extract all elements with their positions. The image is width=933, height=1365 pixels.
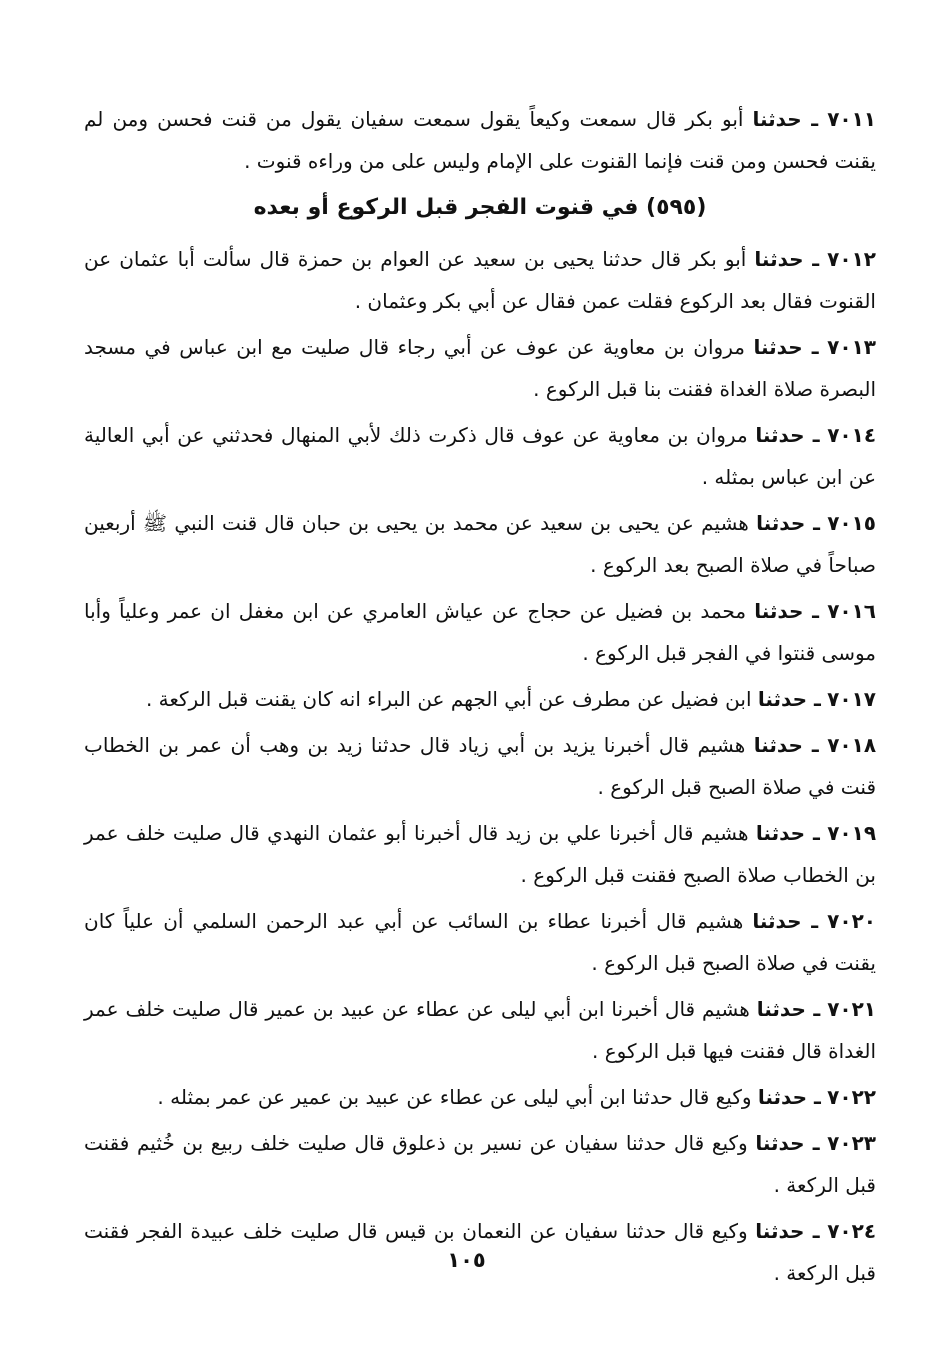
hadith-paragraph [84, 590, 876, 674]
hadith-text: هشيم قال أخبرنا ابن أبي ليلى عن عطاء عن عبيد بن عمير قال صليت خلف عمر الغداة قال فقنت فيها قبل الركوع . [84, 997, 876, 1063]
hadith-lead: ـ حدثنا [754, 599, 819, 623]
hadith-number: ٧٠١٩ [827, 821, 877, 845]
hadith-number: ٧٠١٥ [827, 511, 877, 535]
hadith-text: هشيم قال أخبرنا علي بن زيد قال أخبرنا أبو عثمان النهدي قال صليت خلف عمر بن الخطاب صلاة الصبح فقنت قبل الركوع . [84, 821, 876, 887]
hadith-number: ٧٠١١ [827, 107, 877, 131]
hadith-text: محمد بن فضيل عن حجاج عن عياش العامري عن ابن مغفل ان عمر وعلياً وأبا موسى قنتوا في الفجر قبل الركوع . [84, 599, 876, 665]
hadith-text: هشيم عن يحيى بن سعيد عن محمد بن يحيى بن حبان قال قنت النبي ﷺ أربعين صباحاً في صلاة الصبح بعد الركوع . [84, 511, 876, 577]
hadith-text: وكيع قال حدثنا سفيان عن النعمان بن قيس قال صليت خلف عبيدة الفجر فقنت قبل الركعة . [84, 1219, 876, 1285]
hadith-paragraph [84, 1122, 876, 1206]
hadith-number: ٧٠٢٠ [827, 909, 876, 933]
hadith-text: أبو بكر قال سمعت وكيعاً يقول سمعت سفيان يقول من قنت فحسن ومن لم يقنت فحسن ومن قنت فإنما القنوت على الإمام وليس على من وراءه قنوت . [84, 107, 876, 173]
hadith-number: ٧٠١٣ [827, 335, 876, 359]
hadith-paragraph [84, 98, 876, 182]
hadith-lead: ـ حدثنا [756, 511, 820, 535]
page-body [84, 98, 876, 1298]
hadith-lead: ـ حدثنا [752, 107, 819, 131]
hadith-lead: ـ حدثنا [757, 687, 821, 711]
hadith-paragraph [84, 678, 876, 720]
hadith-paragraph [84, 724, 876, 808]
hadith-number: ٧٠٢٤ [827, 1219, 877, 1243]
hadith-text: مروان بن معاوية عن عوف قال ذكرت ذلك لأبي المنهال فحدثني عن أبي العالية عن ابن عباس بمثله . [84, 423, 876, 489]
hadith-number: ٧٠١٤ [827, 423, 877, 447]
hadith-lead: ـ حدثنا [755, 1131, 820, 1155]
hadith-number: ٧٠١٨ [827, 733, 877, 757]
hadith-paragraph [84, 414, 876, 498]
hadith-paragraph [84, 812, 876, 896]
hadith-number: ٧٠١٦ [827, 599, 877, 623]
hadith-number: ٧٠٢٣ [827, 1131, 876, 1155]
hadith-lead: ـ حدثنا [756, 997, 821, 1021]
hadith-paragraph [84, 502, 876, 586]
hadith-text: ابن فضيل عن مطرف عن أبي الجهم عن البراء انه كان يقنت قبل الركعة . [145, 687, 752, 711]
hadith-number: ٧٠١٧ [827, 687, 876, 711]
hadith-paragraph [84, 900, 876, 984]
hadith-number: ٧٠١٢ [827, 247, 876, 271]
hadith-lead: ـ حدثنا [752, 909, 819, 933]
hadith-lead: ـ حدثنا [755, 423, 820, 447]
hadith-paragraph [84, 238, 876, 322]
hadith-lead: ـ حدثنا [755, 1219, 820, 1243]
hadith-text: وكيع قال حدثنا ابن أبي ليلى عن عطاء عن عبيد بن عمير عن عمر بمثله . [157, 1085, 752, 1109]
hadith-lead: ـ حدثنا [757, 1085, 821, 1109]
hadith-lead: ـ حدثنا [755, 821, 820, 845]
hadith-text: مروان بن معاوية عن عوف عن أبي رجاء قال صليت مع ابن عباس في مسجد البصرة صلاة الغداة فقنت بنا قبل الركوع . [84, 335, 876, 401]
chapter-heading: (٥٩٥) في قنوت الفجر قبل الركوع أو بعده [253, 195, 707, 220]
hadith-text: هشيم قال أخبرنا يزيد بن أبي زياد قال حدثنا زيد بن وهب أن عمر بن الخطاب قنت في صلاة الصبح قبل الركوع . [84, 733, 876, 799]
hadith-lead: ـ حدثنا [753, 335, 819, 359]
hadith-lead: ـ حدثنا [754, 247, 820, 271]
hadith-text: أبو بكر قال حدثنا يحيى بن سعيد عن العوام بن حمزة قال سألت أبا عثمان عن القنوت فقال بعد الركوع فقلت عمن فقال عن أبي بكر وعثمان . [84, 247, 876, 313]
hadith-text: وكيع قال حدثنا سفيان عن نسير بن ذعلوق قال صليت خلف ربيع بن خُثيم فقنت قبل الركعة . [84, 1131, 876, 1197]
hadith-paragraph [84, 988, 876, 1072]
hadith-number: ٧٠٢٢ [827, 1085, 876, 1109]
hadith-lead: ـ حدثنا [753, 733, 819, 757]
hadith-paragraph [84, 326, 876, 410]
page-number: ١٠٥ [447, 1248, 486, 1272]
hadith-number: ٧٠٢١ [827, 997, 877, 1021]
hadith-paragraph [84, 1076, 876, 1118]
hadith-text: هشيم قال أخبرنا عطاء بن السائب عن أبي عبد الرحمن السلمي أن علياً كان يقنت في صلاة الصبح قبل الركوع . [84, 909, 876, 975]
